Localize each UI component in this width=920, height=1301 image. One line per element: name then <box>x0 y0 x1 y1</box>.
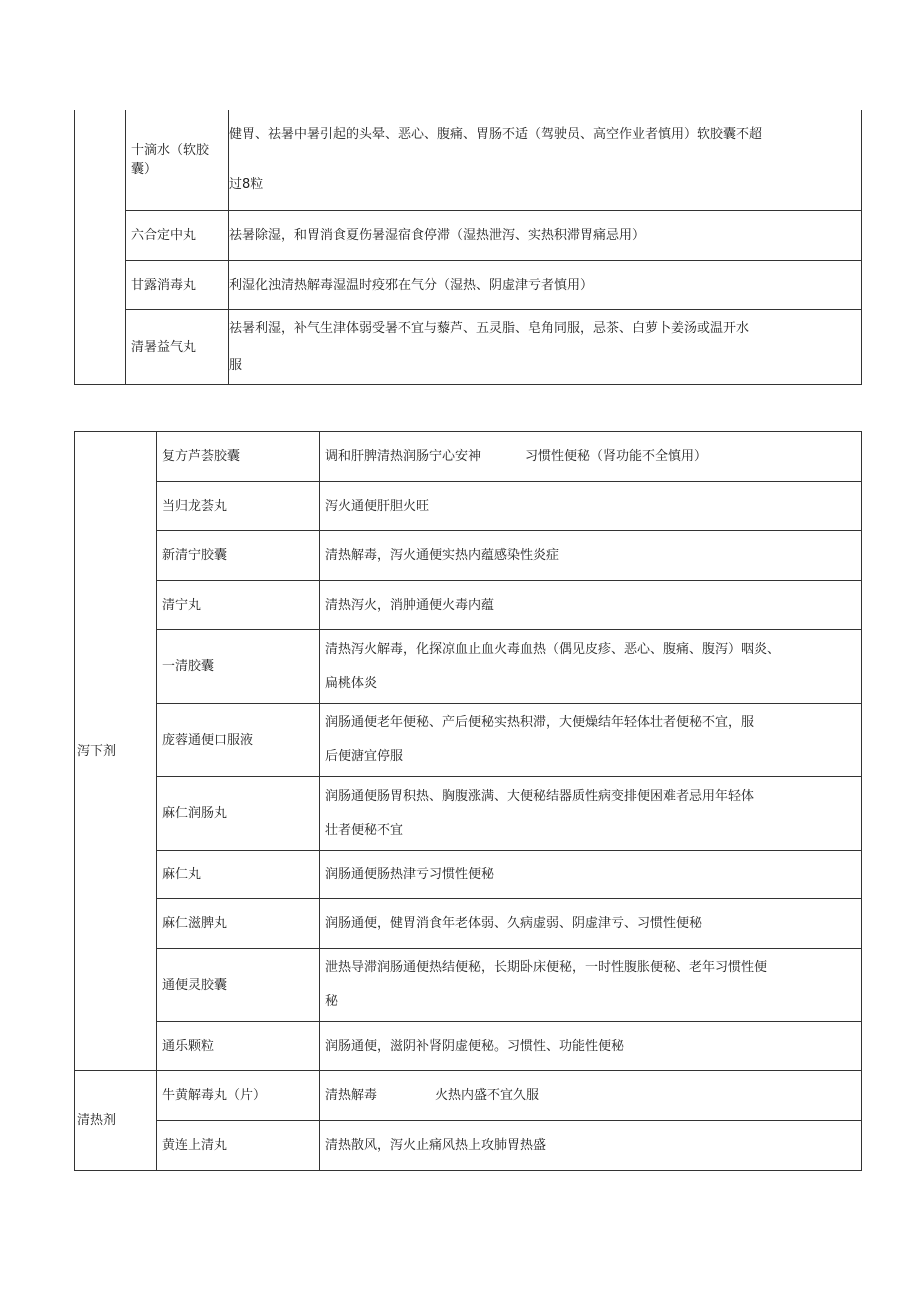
table-row <box>75 211 862 261</box>
table-row <box>75 261 862 310</box>
table-row <box>75 1022 862 1071</box>
table-row <box>75 581 862 630</box>
table-row <box>75 777 862 851</box>
effect-line: 润肠通便肠胃积热、胸腹涨满、大便秘结器质性病变排便困难者忌用年轻体 <box>325 788 755 804</box>
effect-line: 壮者便秘不宜 <box>325 822 404 838</box>
effect-line: 后便溏宜停服 <box>325 749 404 764</box>
medicine-name: 复方芦荟胶囊 <box>157 432 320 482</box>
medicine-name: 黄连上清丸 <box>157 1121 320 1171</box>
medicine-effect <box>229 310 862 385</box>
effect-line: 服 <box>229 358 243 373</box>
medicine-name: 庞蓉通便口服液 <box>157 704 320 777</box>
medicine-effect: 清热解毒，泻火通便实热内蕴感染性炎症 <box>320 531 862 581</box>
medicine-name: 通乐颗粒 <box>157 1022 320 1071</box>
medicine-name: 麻仁丸 <box>157 851 320 899</box>
effect-line: 扁桃体炎 <box>325 675 378 691</box>
effect-line: 祛暑利湿，补气生津体弱受暑不宜与藜芦、五灵脂、皂角同服，忌茶、白萝卜姜汤或温开水 <box>229 321 750 336</box>
medicine-name: 麻仁润肠丸 <box>157 777 320 851</box>
medicine-effect: 润肠通便，健胃消食年老体弱、久病虚弱、阴虚津亏、习惯性便秘 <box>320 899 862 949</box>
effect-part: 习惯性便秘（肾功能不全慎用） <box>525 449 708 464</box>
table-row <box>75 482 862 531</box>
medicine-effect <box>320 630 862 704</box>
medicine-effect <box>320 704 862 777</box>
effect-part: 火热内盛不宜久服 <box>435 1088 540 1103</box>
table-row <box>75 432 862 482</box>
table-row <box>75 704 862 777</box>
medicine-effect <box>320 1071 862 1121</box>
category-xiexia: 泻下剂 <box>75 432 157 1071</box>
table-row <box>75 310 862 385</box>
medicine-name: 当归龙荟丸 <box>157 482 320 531</box>
medicine-name: 十滴水（软胶囊） <box>126 110 229 211</box>
effect-part: 清热解毒 <box>325 1088 378 1103</box>
medicine-effect: 清热泻火，消肿通便火毒内蕴 <box>320 581 862 630</box>
medicine-name: 清暑益气丸 <box>126 310 229 385</box>
medicine-name: 麻仁滋脾丸 <box>157 899 320 949</box>
medicine-name: 一清胶囊 <box>157 630 320 704</box>
effect-part: 调和肝脾清热润肠宁心安神 <box>325 449 482 464</box>
medicine-effect <box>229 211 862 261</box>
table-row <box>75 110 862 211</box>
table-row <box>75 899 862 949</box>
medicine-name: 六合定中丸 <box>126 211 229 261</box>
table-row <box>75 949 862 1022</box>
category-qingre: 清热剂 <box>75 1071 157 1171</box>
effect-line: 健胃、祛暑中暑引起的头晕、恶心、腹痛、胃肠不适（驾驶员、高空作业者慎用）软胶囊不超 <box>229 127 763 142</box>
medicine-effect: 清热散风，泻火止痛风热上攻肺胃热盛 <box>320 1121 862 1171</box>
medicine-name: 牛黄解毒丸（片） <box>157 1071 320 1121</box>
table-row <box>75 851 862 899</box>
medicine-name: 通便灵胶囊 <box>157 949 320 1022</box>
table-row <box>75 630 862 704</box>
medicine-effect: 润肠通便肠热津亏习惯性便秘 <box>320 851 862 899</box>
effect-line: 泄热导滞润肠通便热结便秘，长期卧床便秘，一时性腹胀便秘、老年习惯性便 <box>325 960 768 975</box>
medicine-name: 甘露消毒丸 <box>126 261 229 310</box>
effect-line: 过8粒 <box>229 177 264 192</box>
medicine-name: 新清宁胶囊 <box>157 531 320 581</box>
medicine-effect <box>320 949 862 1022</box>
effect-line: 清热泻火解毒，化探凉血止血火毒血热（偶见皮疹、恶心、腹痛、腹泻）咽炎、 <box>325 641 781 657</box>
medicine-effect <box>229 110 862 211</box>
medicine-effect: 泻火通便肝胆火旺 <box>320 482 862 531</box>
medicine-effect: 润肠通便，滋阴补肾阴虚便秘。习惯性、功能性便秘 <box>320 1022 862 1071</box>
table-top <box>74 110 862 385</box>
medicine-effect <box>320 777 862 851</box>
effect-line: 利湿化浊清热解毒湿温时疫邪在气分（湿热、阴虚津亏者慎用） <box>229 277 594 293</box>
effect-line: 润肠通便老年便秘、产后便秘实热积滞，大便燥结年轻体壮者便秘不宜，服 <box>325 715 755 730</box>
effect-line: 祛暑除湿，和胃消食夏伤暑湿宿食停滞（湿热泄泻、实热积滞胃痛忌用） <box>229 228 646 243</box>
category-cell-empty <box>75 110 126 385</box>
medicine-effect <box>229 261 862 310</box>
medicine-effect <box>320 432 862 482</box>
table-row <box>75 531 862 581</box>
table-bottom <box>74 431 862 1171</box>
table-row <box>75 1121 862 1171</box>
table-row <box>75 1071 862 1121</box>
effect-line: 秘 <box>325 994 339 1009</box>
medicine-name: 清宁丸 <box>157 581 320 630</box>
